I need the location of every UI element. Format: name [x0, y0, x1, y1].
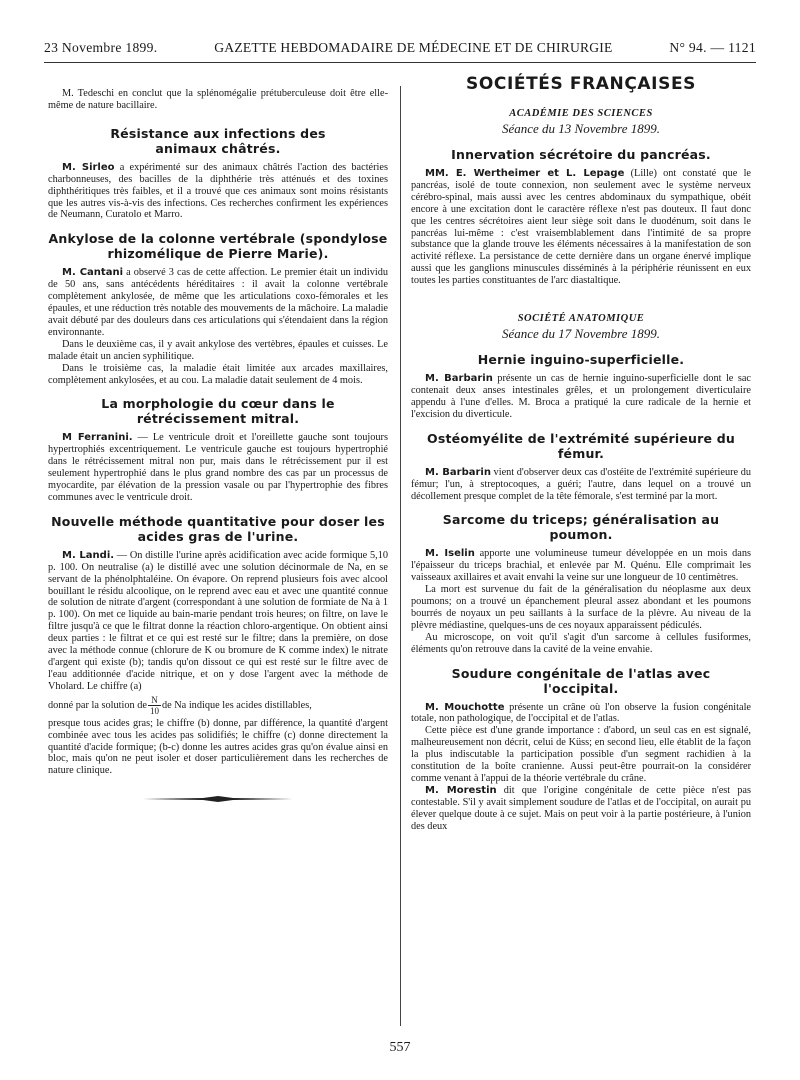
- body-text: présente un cas de hernie inguino-superficielle dont le sac contenait deux anses intestinales grêles, et un prolongement diverticulaire appendu à l'une d'elles. M. Broca a pratiqué la cure radicale de la hernie et l'excision du diverticule.: [411, 373, 751, 420]
- body-text: dit que l'origine congénitale de cette pièce n'est pas contestable. S'il y avait simplement soudure de l'atlas et de l'occipital, on aurait pu élever quelque doute à ce sujet. Mais on peut voir à la partie postérieure, à l'union des deux: [411, 784, 751, 832]
- article-body-sarcome-1: [411, 548, 751, 584]
- formula-text-before: donné par la solution de: [48, 699, 147, 711]
- fraction-denominator: 10: [149, 705, 159, 716]
- formula-text-after: de Na indique les acides distillables,: [161, 699, 312, 711]
- article-body-ankylose-2: Dans le deuxième cas, il y avait ankylose des vertèbres, épaules et cuisses. Le malade était un ancien syphilitique.: [48, 338, 388, 362]
- article-title-osteomyelite: Ostéomyélite de l'extrémité supérieure du fémur.: [427, 430, 735, 461]
- section-title: SOCIÉTÉS FRANÇAISES: [465, 74, 697, 94]
- article-body-ankylose-1: [48, 267, 388, 338]
- fraction-n-over-10: [148, 695, 161, 716]
- article-title-sarcome: Sarcome du triceps; généralisation au poumon.: [442, 512, 720, 543]
- issue-page-number: N° 94. — 1121: [669, 40, 756, 55]
- body-text: — Le ventricule droit et l'oreillette gauche sont toujours hypertrophiés excentriquement. Le ventricule gauche est toujours hypertrophié dans le rétrécissement mitral non pur, mais dans le rétrécissement pur il est seulement hypertrophié dans le plus grand nombre des cas par un processus de myocardite, par élévation de la pression vasale ou par l'hypertrophie des fibres communes avec le ventricule droit.: [48, 432, 388, 503]
- article-body-ankylose-3: Dans le troisième cas, la maladie était limitée aux arcades maxillaires, complètement ankylosées, et au cou. La maladie datait seulement de 4 mois.: [48, 362, 388, 386]
- author-name: M. Iselin: [425, 548, 475, 560]
- article-body-pancreas: [411, 168, 751, 287]
- article-title-atlas: Soudure congénitale de l'atlas avec l'occipital.: [451, 665, 711, 696]
- article-body-sarcome-2: La mort est survenue du fait de la généralisation du néoplasme aux deux poumons; on a trouvé un épanchement pleural assez abondant et les poumons bourrés de noyaux un peu saillants à la surface de la plèvre. Au niveau de la plèvre médiastine, quelques-uns de ces noyaux apparaissent pédiculés.: [411, 584, 751, 631]
- author-name: M. Barbarin: [425, 466, 491, 478]
- society-heading: SOCIÉTÉ ANATOMIQUE: [517, 313, 645, 325]
- article-body-atlas-3: [411, 785, 751, 833]
- author-name: M. Landi.: [62, 549, 115, 561]
- author-name: M. Sirleo: [62, 161, 115, 173]
- end-ornament-rule: [143, 795, 293, 803]
- author-name: M. Barbarin: [425, 373, 493, 385]
- article-body-atlas-2: Cette pièce est d'une grande importance : d'abord, un seul cas en est signalé, malheureusement non décrit, celui de Küss; en second lieu, elle établit de la façon la plus indiscutable la participation possible d'un segment rachidien à la constitution de la boîte cranienne. Aussi peut-être pourrait-on la considérer comme venant à l'appui de la théorie vertébrale du crâne.: [411, 725, 751, 784]
- article-body-morphologie: [48, 432, 388, 503]
- session-date: Séance du 17 Novembre 1899.: [501, 326, 660, 342]
- header-date: 23 Novembre 1899.: [44, 40, 158, 55]
- article-title-resistance: Résistance aux infections des animaux châtrés.: [110, 125, 326, 156]
- session-date: Séance du 13 Novembre 1899.: [501, 121, 660, 136]
- article-body-atlas-1: [411, 702, 751, 726]
- article-title-acides-gras: Nouvelle méthode quantitative pour doser les acides gras de l'urine.: [51, 513, 385, 544]
- right-column: [411, 70, 751, 833]
- article-body-acides-gras-2: presque tous acides gras; le chiffre (b) donne, par différence, la quantité d'argent combinée avec tous les acides pas solidifiés; le chiffre (c) donne directement la quantité d'acide formique; (b-c) donne les autres acides gras qu'on évalue ainsi en bloc, mais qu'on ne peut isoler et doser particulièrement dans les recherches de nature clinique.: [48, 717, 388, 777]
- article-body-sarcome-3: Au microscope, on voit qu'il s'agit d'un sarcome à cellules fusiformes, éléments qu'on retrouve dans la cavité de la veine envahie.: [411, 631, 751, 655]
- body-text: a observé 3 cas de cette affection. Le premier était un individu de 50 ans, sans antécédents héréditaires : il avait la colonne vertébrale complètement ankylosée, de même que les articulations coxo-fémorales et les épaules, et une réduction très notable des mouvements de la mâchoire. La maladie avait débuté par des douleurs dans ces articulations qui s'étendaient dans la région environnante.: [48, 267, 388, 338]
- body-text: (Lille) ont constaté que le pancréas, isolé de toute connexion, non seulement avec le système nerveux cérébro-spinal, mais aussi avec les centres abdominaux du sympathique, obéit encore à une excitation dont le caractère réflexe n'est pas douteux. Il faut donc que les centres sécrétoires aient leur siège soit dans le duodénum, soit dans le pancréas lui-même : c'est vraisemblablement dans l'intimité de sa propre substance que la glande trouve les éléments nécessaires à la manifestation de son activité réflexe. La persistance de cette dernière dans un organe énervé implique aussi que les ganglions minuscules disséminés à la périphérie réunissent en eux toutes les parties constituantes de l'arc diastaltique.: [411, 168, 751, 287]
- left-column: [48, 70, 388, 803]
- intro-paragraph: M. Tedeschi en conclut que la splénomégalie prétuberculeuse doit être elle-même de nature bacillaire.: [48, 88, 388, 111]
- author-name: M. Morestin: [425, 784, 497, 796]
- body-text: a expérimenté sur des animaux châtrés l'action des bactéries charbonneuses, des bacilles de la diphthérie très atténués et des toxines diphthéritiques très faibles, et il a trouvé que ces animaux sont moins résistants que les autres vis-à-vis des infections. Ces recherches confirment les expériences de Neumann, Curatolo et Marro.: [48, 161, 388, 221]
- body-text: vient d'observer deux cas d'ostéite de l'extrémité supérieure du fémur; l'un, à streptocoques, a guéri; l'autre, dans lequel on a trouvé un décollement presque complet de la tête fémorale, s'est terminé par la mort.: [411, 466, 751, 502]
- formula-line: [48, 695, 388, 716]
- body-text: — On distille l'urine après acidification avec acide formique 5,10 p. 100. On neutralise (a) le distillé avec une solution décinormale de Na, en se servant de la phénolphtaléine. On évapore. On reprend plusieurs fois avec alcool bouillant le résidu alcoolique, on le reprend avec eau et avec une quantité connue de solution de nitrate d'argent (correspondant à une solution de formiate de Na à 1 p. 100). On met ce liquide au bain-marie pendant trois heures; on filtre, on lave le filtre jusqu'à ce que le filtrat donne la réaction chloro-argentique. On obtient ainsi deux parties : le filtrat et ce qui est resté sur le filtre; dans la première, on dose avec la méthode connue (chlorure de K ou bromure de K comme index) le nitrate d'argent qui existe (b); tandis qu'on dissout ce qui est resté sur le filtre avec de l'eau additionnée d'acide nitrique, et on y dose l'argent avec la méthode de Vholard. Le chiffre (a): [48, 549, 388, 692]
- body-text: apporte une volumineuse tumeur développée en un mois dans l'épaisseur du triceps brachial, et enlevée par M. Quénu. Elle comprimait les vaisseaux axillaires et avait envahi la veine sur une longueur de 10 centimètres.: [411, 548, 752, 584]
- academy-heading: ACADÉMIE DES SCIENCES: [509, 108, 653, 119]
- body-text: présente un crâne où l'on observe la fusion congénitale totale, non pathologique, de l'occipital et de l'atlas.: [411, 701, 751, 725]
- header-rule: [44, 62, 756, 63]
- article-body-osteomyelite: [411, 467, 751, 503]
- page-number: 557: [389, 1040, 411, 1055]
- fraction-numerator: N: [148, 695, 161, 706]
- article-title-ankylose: Ankylose de la colonne vertébrale (spondylose rhizomélique de Pierre Marie).: [48, 231, 388, 262]
- article-body-resistance: [48, 162, 388, 222]
- article-body-acides-gras-1: [48, 550, 388, 693]
- author-name: M. Mouchotte: [425, 701, 505, 713]
- author-name: M Ferranini.: [62, 432, 133, 444]
- article-body-hernie: [411, 373, 751, 421]
- journal-title: GAZETTE HEBDOMADAIRE DE MÉDECINE ET DE CHIRURGIE: [214, 40, 613, 55]
- author-name: MM. E. Wertheimer et L. Lepage: [425, 168, 625, 179]
- author-name: M. Cantani: [62, 267, 124, 279]
- article-title-pancreas: Innervation sécrétoire du pancréas.: [451, 147, 711, 162]
- column-divider: [400, 86, 401, 1026]
- article-title-hernie: Hernie inguino-superficielle.: [477, 352, 685, 368]
- article-title-morphologie: La morphologie du cœur dans le rétrécissement mitral.: [101, 396, 335, 427]
- running-header: [44, 40, 756, 60]
